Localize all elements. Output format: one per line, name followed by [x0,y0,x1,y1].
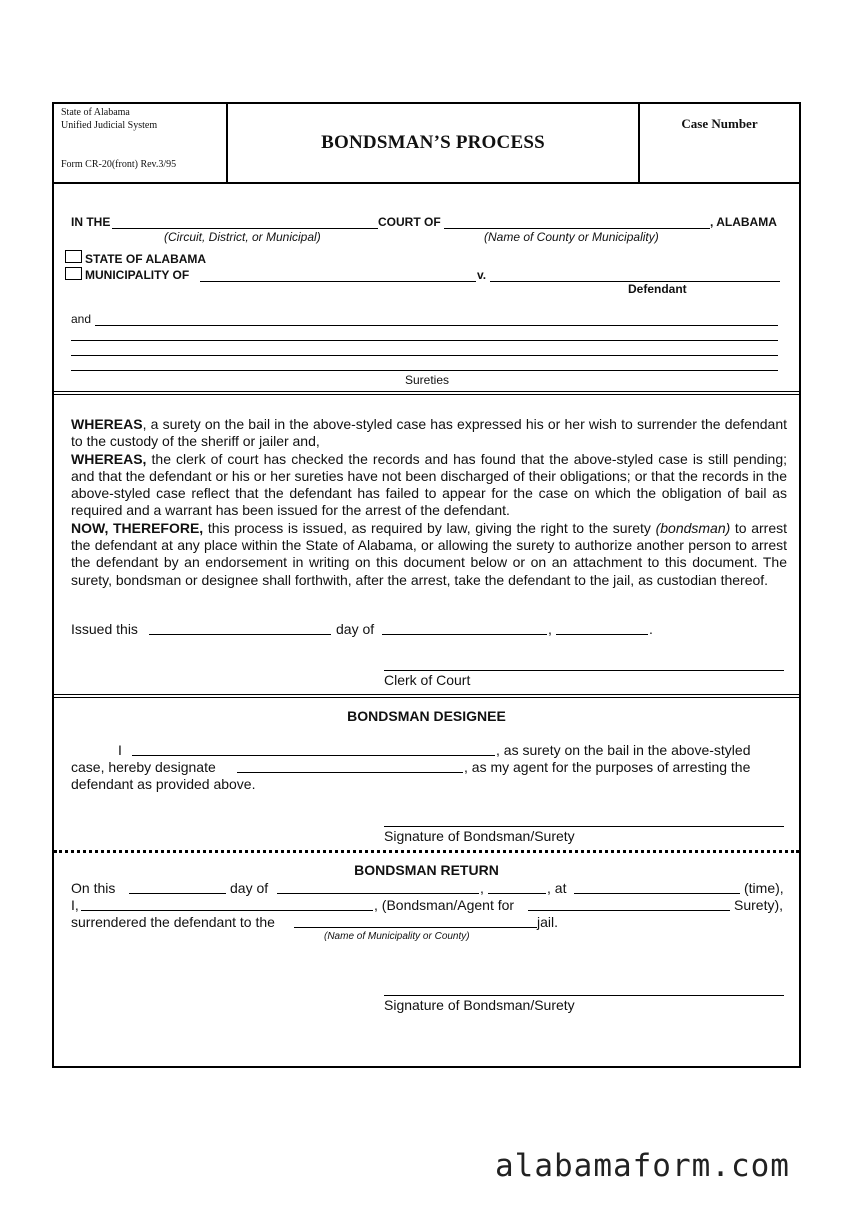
in-the-label: IN THE [71,215,111,229]
court-type-hint: (Circuit, District, or Municipal) [164,230,321,244]
county-field[interactable] [444,228,710,229]
surety-for-field[interactable] [528,910,730,911]
now-therefore-italic: (bondsman) [655,519,731,536]
municipality-county-hint: (Name of Municipality or County) [324,931,470,942]
issued-comma: , [548,621,552,637]
agent-name-field[interactable] [237,772,463,773]
bondsman-name-field[interactable] [81,910,373,911]
return-signature-line[interactable] [384,995,784,996]
on-this-label: On this [71,880,116,896]
now-therefore-heading: NOW, THEREFORE, [71,519,204,536]
whereas-1-text: , a surety on the bail in the above-styled case has expressed his or her wish to surrender the defendant to the custody of the sheriff or jailer and, [71,416,787,450]
issued-period: . [649,621,653,637]
bondsman-process-form [52,102,801,1068]
jail-label: jail. [537,914,559,930]
jail-name-field[interactable] [294,927,537,928]
court-of-label: COURT OF [378,215,441,229]
surety-close-label: Surety), [734,897,784,913]
now-therefore-text-2: to arrest the defendant at any place within the State of Alabama, or allowing the surety to authorize another person to arrest the defendant by an endorsement in writing on this document below or on an attachment to this document. The surety, bondsman or designee shall forthwith, after the arrest, take the defendant to the jail, as custodian thereof. [71,519,788,588]
return-title: BONDSMAN RETURN [354,862,499,878]
case-hereby-text: case, hereby designate [71,759,216,775]
surety-line-2[interactable] [71,340,778,341]
process-body-text [71,416,787,589]
return-i-label: I, [71,897,79,913]
designee-title: BONDSMAN DESIGNEE [347,708,506,724]
now-therefore-text-1: this process is issued, as required by law, giving the right to the surety [203,519,656,536]
state-option-label: STATE OF ALABAMA [85,252,207,266]
at-label: , at [547,880,567,896]
case-caption-section [54,184,799,391]
alabama-label: , ALABAMA [710,215,777,229]
as-surety-text: , as surety on the bail in the above-styled [496,742,751,758]
sureties-label: Sureties [405,373,450,387]
header-agency-block [54,104,228,182]
case-number-box[interactable] [638,104,799,182]
return-month-field[interactable] [277,893,479,894]
surrendered-label: surrendered the defendant to the [71,914,275,930]
section-divider-1 [54,391,799,395]
municipality-option-label: MUNICIPALITY OF [85,268,190,282]
designee-i-label: I [118,742,122,758]
court-type-field[interactable] [112,228,378,229]
form-id: Form CR-20(front) Rev.3/95 [61,159,177,170]
whereas-1-heading: WHEREAS [71,416,143,432]
return-comma: , [480,880,484,896]
return-day-field[interactable] [129,893,226,894]
issued-day-of-label: day of [336,621,375,637]
dotted-divider [54,850,799,853]
case-number-label: Case Number [681,116,758,131]
municipality-field[interactable] [200,281,476,282]
clerk-of-court-label: Clerk of Court [384,672,471,688]
state-name: State of Alabama [61,107,130,118]
municipality-checkbox[interactable] [65,267,82,280]
judicial-system: Unified Judicial System [61,120,158,131]
designee-signature-line[interactable] [384,826,784,827]
defendant-provided-text: defendant as provided above. [71,776,256,792]
defendant-label: Defendant [628,282,687,296]
surety-line-4[interactable] [71,370,778,371]
surety-name-field[interactable] [132,755,495,756]
return-year-field[interactable] [488,893,546,894]
state-checkbox[interactable] [65,250,82,263]
time-label: (time), [744,880,784,896]
issued-year-field[interactable] [556,634,648,635]
as-my-agent-text: , as my agent for the purposes of arresting the [464,759,751,775]
form-title: BONDSMAN’S PROCESS [321,132,545,153]
section-divider-2 [54,694,799,698]
surety-line-1[interactable] [95,325,778,326]
whereas-2-heading: WHEREAS, [71,450,147,467]
clerk-signature-line[interactable] [384,670,784,671]
versus-label: v. [477,268,487,282]
and-label: and [71,312,92,326]
issued-day-field[interactable] [149,634,331,635]
surety-line-3[interactable] [71,355,778,356]
form-header [54,104,799,184]
whereas-2-text: the clerk of court has checked the records and has found that the above-styled case is still pending; and that the defendant or his or her sureties have not been discharged of their obligations; or that the records in the above-styled case reflect that the defendant has failed to appear for the case on which the obligation of bail as required and a warrant has been issued for the arrest of the defendant. [71,450,787,519]
bondsman-agent-label: , (Bondsman/Agent for [374,897,515,913]
county-hint: (Name of County or Municipality) [484,230,659,244]
return-signature-label: Signature of Bondsman/Surety [384,997,575,1013]
watermark: alabamaform.com [495,1148,790,1184]
issued-this-label: Issued this [71,621,138,637]
designee-signature-label: Signature of Bondsman/Surety [384,828,575,844]
issued-month-field[interactable] [382,634,547,635]
return-time-field[interactable] [574,893,740,894]
return-day-of-label: day of [230,880,269,896]
